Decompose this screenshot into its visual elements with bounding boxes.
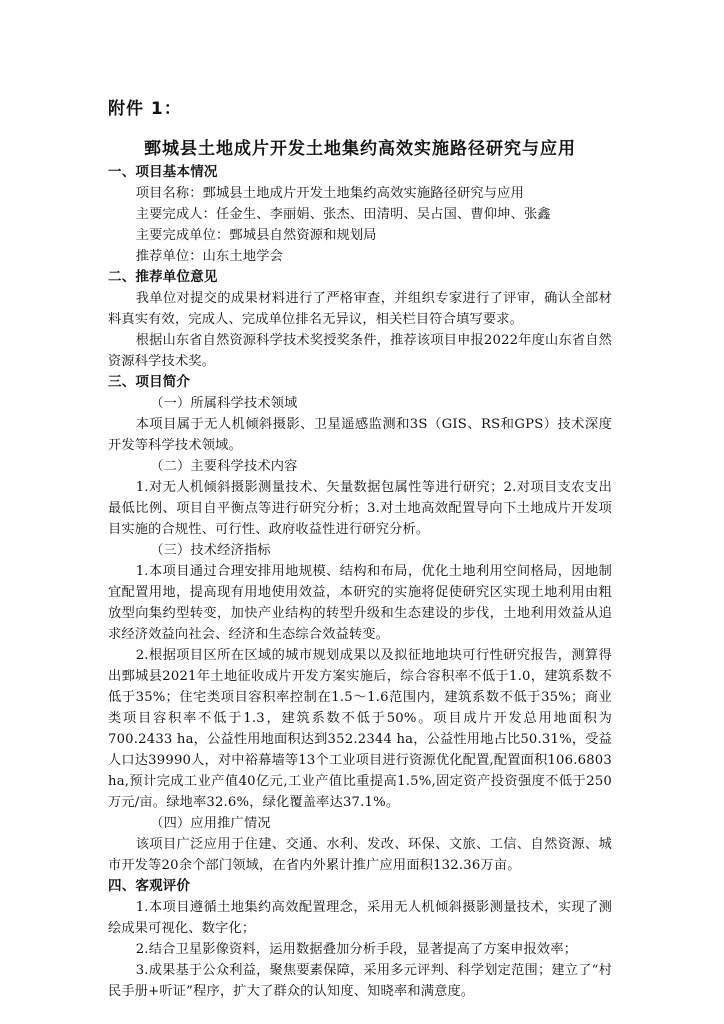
sub2-heading: （二）主要科学技术内容: [150, 459, 298, 474]
sub1-heading: （一）所属科学技术领域: [150, 396, 298, 411]
main-persons: 主要完成人：任金生、李丽娟、张杰、田清明、吴占国、曹仰坤、张鑫: [135, 207, 551, 222]
section4-heading: 四、客观评价: [108, 878, 191, 894]
section2-heading: 二、推荐单位意见: [108, 269, 218, 285]
recommender: 推荐单位：山东土地学会: [135, 249, 283, 264]
section4-paragraph-2: 2.结合卫星影像资料，运用数据叠加分析手段，显著提高了方案申报效率；: [135, 942, 578, 957]
section1-heading: 一、项目基本情况: [108, 164, 218, 180]
main-unit: 主要完成单位：鄄城县自然资源和规划局: [135, 228, 377, 243]
document-body: [108, 162, 612, 1002]
document-title: 鄄城县土地成片开发土地集约高效实施路径研究与应用: [144, 139, 576, 159]
attachment-label: 附件 1：: [108, 99, 182, 119]
section4-paragraph-1: 1.本项目遵循土地集约高效配置理念，采用无人机倾斜摄影测量技术，实现了测绘成果可视化、数字化；: [108, 900, 612, 936]
sub3-heading: （三）技术经济指标: [150, 543, 271, 558]
section4-paragraph-3: 3.成果基于公众利益，聚焦要素保障，采用多元评判、科学划定范围；建立了“村民手册+听证”程序，扩大了群众的认知度、知晓率和满意度。: [108, 963, 612, 999]
section2-paragraph-1: 我单位对提交的成果材料进行了严格审查，并组织专家进行了评审，确认全部材料真实有效，完成人、完成单位排名无异议，相关栏目符合填写要求。: [108, 291, 612, 327]
sub4-heading: （四）应用推广情况: [150, 816, 271, 831]
sub4-paragraph: 该项目广泛应用于住建、交通、水利、发改、环保、文旅、工信、自然资源、城市开发等20余个部门领域，在省内外累计推广应用面积132.36万亩。: [108, 837, 612, 873]
section3-heading: 三、项目简介: [108, 374, 191, 390]
sub2-paragraph: 1.对无人机倾斜摄影测量技术、矢量数据包属性等进行研究；2.对项目支农支出最低比例、项目自平衡点等进行研究分析；3.对土地高效配置导向下土地成片开发项目实施的合规性、可行性、政府收益性进行研究分析。: [108, 480, 612, 537]
sub1-paragraph: 本项目属于无人机倾斜摄影、卫星遥感监测和3S（GIS、RS和GPS）技术深度开发等科学技术领域。: [108, 417, 612, 453]
sub3-paragraph-2: 2.根据项目区所在区域的城市规划成果以及拟征地地块可行性研究报告，测算得出鄄城县2021年土地征收成片开发方案实施后，综合容积率不低于1.0，建筑系数不低于35%；住宅类项目容积率控制在1.5～1.6范围内，建筑系数不低于35%；商业类项目容积率不低于1.3，建筑系数不低于50%。项目成片开发总用地面积为700.2433 ha，公益性用地面积达到352.2344 ha，公益性用地占比50.31%，受益人口达39990人，对中裕幕墙等13个工业项目进行资源优化配置,配置面积106.6803 ha,预计完成工业产值40亿元,工业产值比重提高1.5%,固定资产投资强度不低于250万元/亩。绿地率32.6%，绿化覆盖率达37.1%。: [108, 648, 612, 810]
project-name: 项目名称：鄄城县土地成片开发土地集约高效实施路径研究与应用: [135, 186, 524, 201]
sub3-paragraph-1: 1.本项目通过合理安排用地规模、结构和布局，优化土地利用空间格局，因地制宜配置用地，提高现有用地使用效益，本研究的实施将促使研究区实现土地利用由粗放型向集约型转变，加快产业结构的转型升级和生态建设的步伐，土地利用效益从追求经济效益向社会、经济和生态综合效益转变。: [108, 564, 612, 642]
section2-paragraph-2: 根据山东省自然资源科学技术奖授奖条件，推荐该项目申报2022年度山东省自然资源科学技术奖。: [108, 333, 612, 369]
